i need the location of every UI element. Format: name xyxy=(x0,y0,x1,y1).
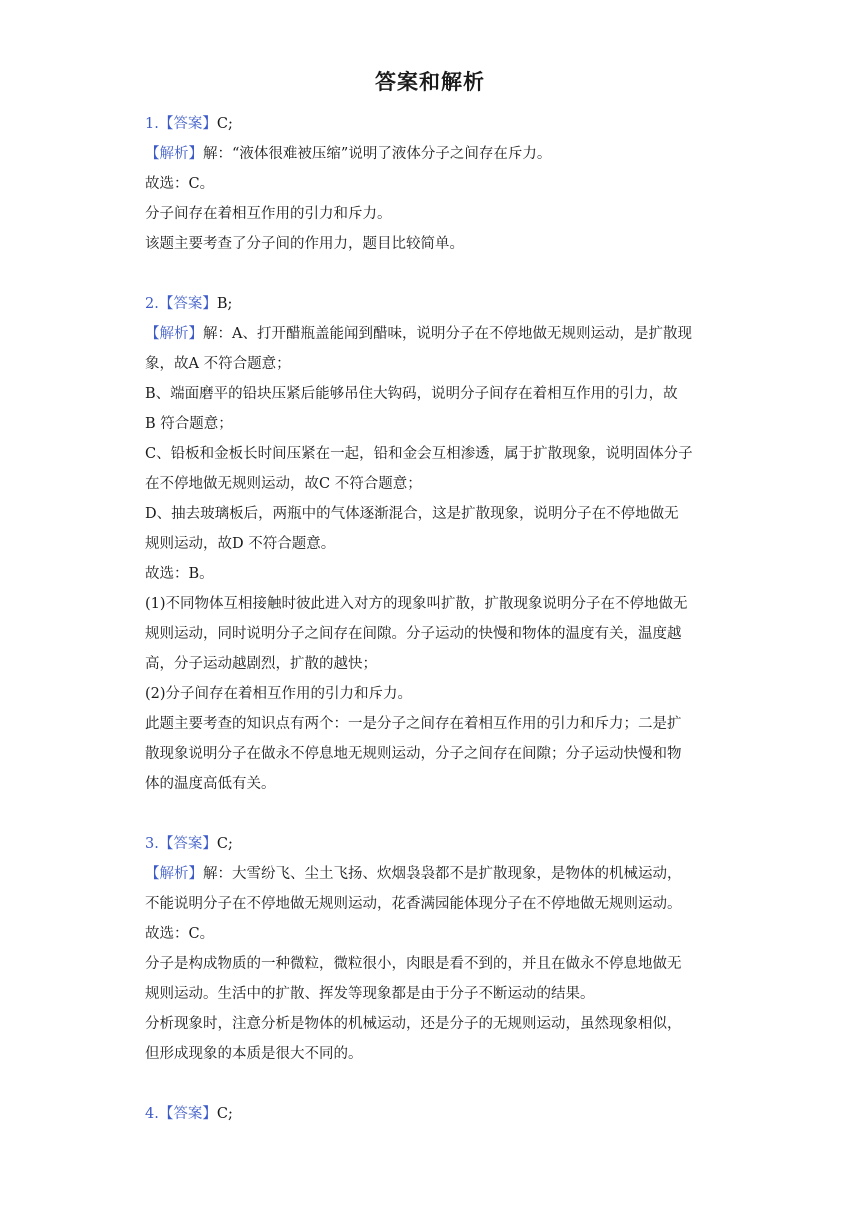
text-line: 分析现象时，注意分析是物体的机械运动，还是分子的无规则运动，虽然现象相似， xyxy=(145,1016,682,1032)
answer-tag: 【答案】 xyxy=(158,296,217,312)
question-number: 3. xyxy=(145,836,159,852)
answer-item-1 xyxy=(145,109,720,259)
analysis-tag: 【解析】 xyxy=(145,146,203,162)
text-line: C、铅板和金板长时间压紧在一起，铅和金会互相渗透，属于扩散现象，说明固体分子 xyxy=(145,446,693,462)
text-line: 体的温度高低有关。 xyxy=(145,776,276,792)
question-number: 4. xyxy=(145,1106,159,1122)
answer-tag: 【答案】 xyxy=(158,836,217,852)
text-line: 不能说明分子在不停地做无规则运动，花香满园能体现分子在不停地做无规则运动。 xyxy=(145,896,682,912)
text-line: 散现象说明分子在做永不停息地无规则运动，分子之间存在间隙；分子运动快慢和物 xyxy=(145,746,682,762)
analysis-tag: 【解析】 xyxy=(145,866,203,882)
answer-value: B; xyxy=(216,296,233,312)
answer-value: C; xyxy=(216,836,233,852)
analysis-text: 解：大雪纷飞、尘土飞扬、炊烟袅袅都不是扩散现象，是物体的机械运动， xyxy=(203,866,682,882)
text-line: 故选：C。 xyxy=(145,926,215,942)
text-line: D、抽去玻璃板后，两瓶中的气体逐渐混合，这是扩散现象，说明分子在不停地做无 xyxy=(145,506,679,522)
answer-value: C; xyxy=(216,116,233,132)
text-line: 故选：C。 xyxy=(145,176,215,192)
text-line: 高，分子运动越剧烈，扩散的越快； xyxy=(145,656,377,672)
page-title: 答案和解析 xyxy=(375,70,485,94)
text-line: 该题主要考查了分子间的作用力，题目比较简单。 xyxy=(145,236,464,252)
answer-tag: 【答案】 xyxy=(158,1106,217,1122)
analysis-line xyxy=(145,859,720,889)
answer-line xyxy=(145,829,720,859)
text-line: 规则运动。生活中的扩散、挥发等现象都是由于分子不断运动的结果。 xyxy=(145,986,595,1002)
analysis-text: 解：A、打开醋瓶盖能闻到醋味，说明分子在不停地做无规则运动，是扩散现 xyxy=(203,326,692,342)
text-line: 象，故A 不符合题意； xyxy=(145,356,291,372)
answer-item-4 xyxy=(145,1099,720,1129)
analysis-tag: 【解析】 xyxy=(145,326,203,342)
answer-line xyxy=(145,109,720,139)
answer-list xyxy=(145,109,720,1129)
answer-item-3 xyxy=(145,829,720,1069)
text-line: 此题主要考查的知识点有两个：一是分子之间存在着相互作用的引力和斥力；二是扩 xyxy=(145,716,682,732)
analysis-line xyxy=(145,319,720,349)
text-line: B、端面磨平的铅块压紧后能够吊住大钩码，说明分子间存在着相互作用的引力，故 xyxy=(145,386,678,402)
question-number: 1. xyxy=(145,116,159,132)
analysis-line xyxy=(145,139,720,169)
text-line: 但形成现象的本质是很大不同的。 xyxy=(145,1046,363,1062)
text-line: B 符合题意； xyxy=(145,416,233,432)
answer-line xyxy=(145,289,720,319)
text-line: (2)分子间存在着相互作用的引力和斥力。 xyxy=(145,686,413,702)
text-line: 在不停地做无规则运动，故C 不符合题意； xyxy=(145,476,422,492)
answer-value: C; xyxy=(216,1106,233,1122)
text-line: 分子间存在着相互作用的引力和斥力。 xyxy=(145,206,392,222)
text-line: 故选：B。 xyxy=(145,566,214,582)
text-line: 规则运动，故D 不符合题意。 xyxy=(145,536,336,552)
question-number: 2. xyxy=(145,296,159,312)
text-line: (1)不同物体互相接触时彼此进入对方的现象叫扩散，扩散现象说明分子在不停地做无 xyxy=(145,596,688,612)
text-line: 规则运动，同时说明分子之间存在间隙。分子运动的快慢和物体的温度有关，温度越 xyxy=(145,626,682,642)
answer-line xyxy=(145,1099,720,1129)
answer-item-2 xyxy=(145,289,720,799)
answer-tag: 【答案】 xyxy=(158,116,217,132)
text-line: 分子是构成物质的一种微粒，微粒很小，肉眼是看不到的，并且在做永不停息地做无 xyxy=(145,956,682,972)
analysis-text: 解：“液体很难被压缩”说明了液体分子之间存在斥力。 xyxy=(203,146,552,162)
